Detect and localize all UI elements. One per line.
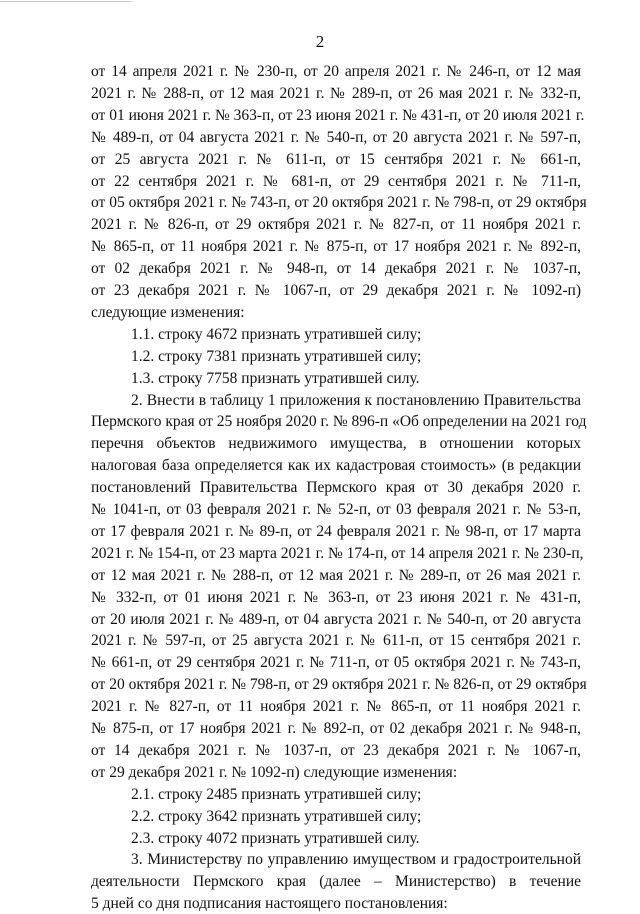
text-line: от 02 декабря 2021 г. № 948-п, от 14 декабря 2021 г. № 1037-п, — [91, 260, 581, 277]
text-line: № 332-п, от 01 июня 2021 г. № 363-п, от 23 июня 2021 г. № 431-п, — [91, 589, 581, 606]
paragraph-start: 3. Министерству по управлению имуществом и градостроительной — [131, 851, 581, 868]
text-line: от 14 декабря 2021 г. № 1037-п, от 23 декабря 2021 г. № 1067-п, — [91, 742, 581, 759]
list-item: 2.1. строку 2485 признать утратившей силу; — [131, 786, 422, 803]
page-number: 2 — [315, 32, 325, 51]
text-line: от 12 мая 2021 г. № 288-п, от 12 мая 2021 г. № 289-п, от 26 мая 2021 г. — [91, 567, 581, 584]
text-line: № 1041-п, от 03 февраля 2021 г. № 52-п, от 03 февраля 2021 г. № 53-п, — [91, 501, 581, 518]
text-line: 5 дней со дня подписания настоящего постановления: — [91, 895, 448, 912]
list-item: 2.2. строку 3642 признать утратившей силу; — [131, 808, 422, 825]
text-line: от 20 июля 2021 г. № 489-п, от 04 августа 2021 г. № 540-п, от 20 августа — [91, 611, 581, 628]
top-edge-line — [0, 1, 132, 2]
text-line: 2021 г. № 288-п, от 12 мая 2021 г. № 289-п, от 26 мая 2021 г. № 332-п, — [91, 85, 581, 102]
text-line: от 05 октября 2021 г. № 743-п, от 20 октября 2021 г. № 798-п, от 29 октября — [91, 194, 587, 211]
text-line: налоговая база определяется как их кадастровая стоимость» (в редакции — [91, 457, 581, 474]
text-line: от 01 июня 2021 г. № 363-п, от 23 июня 2021 г. № 431-п, от 20 июля 2021 г. — [91, 107, 585, 124]
text-line: перечня объектов недвижимого имущества, в отношении которых — [91, 435, 581, 452]
list-item: 1.2. строку 7381 признать утратившей силу; — [131, 348, 422, 365]
text-line: от 22 сентября 2021 г. № 681-п, от 29 сентября 2021 г. № 711-п, — [91, 173, 581, 190]
text-line: от 23 декабря 2021 г. № 1067-п, от 29 декабря 2021 г. № 1092-п) — [91, 282, 581, 299]
list-item: 2.3. строку 4072 признать утратившей силу. — [131, 830, 420, 847]
text-line: Пермского края от 25 ноября 2020 г. № 896-п «Об определении на 2021 год — [91, 413, 587, 430]
text-line: № 489-п, от 04 августа 2021 г. № 540-п, от 20 августа 2021 г. № 597-п, — [91, 129, 581, 146]
text-line: постановлений Правительства Пермского края от 30 декабря 2020 г. — [91, 479, 581, 496]
text-line: 2021 г. № 827-п, от 11 ноября 2021 г. № 865-п, от 11 ноября 2021 г. — [91, 698, 581, 715]
text-line: следующие изменения: — [91, 304, 245, 321]
list-item: 1.3. строку 7758 признать утратившей силу. — [131, 370, 420, 387]
paragraph-start: 2. Внести в таблицу 1 приложения к постановлению Правительства — [131, 392, 581, 409]
text-line: № 661-п, от 29 сентября 2021 г. № 711-п, от 05 октября 2021 г. № 743-п, — [91, 654, 581, 671]
text-line: 2021 г. № 154-п, от 23 марта 2021 г. № 174-п, от 14 апреля 2021 г. № 230-п, — [91, 545, 584, 562]
text-line: от 14 апреля 2021 г. № 230-п, от 20 апреля 2021 г. № 246-п, от 12 мая — [91, 63, 581, 80]
text-line: 2021 г. № 826-п, от 29 октября 2021 г. № 827-п, от 11 ноября 2021 г. — [91, 216, 581, 233]
text-line: от 17 февраля 2021 г. № 89-п, от 24 февраля 2021 г. № 98-п, от 17 марта — [91, 523, 581, 540]
text-line: от 25 августа 2021 г. № 611-п, от 15 сентября 2021 г. № 661-п, — [91, 151, 581, 168]
text-line: № 865-п, от 11 ноября 2021 г. № 875-п, от 17 ноября 2021 г. № 892-п, — [91, 238, 581, 255]
text-line: № 875-п, от 17 ноября 2021 г. № 892-п, от 02 декабря 2021 г. № 948-п, — [91, 720, 581, 737]
list-item: 1.1. строку 4672 признать утратившей силу; — [131, 326, 422, 343]
text-line: 2021 г. № 597-п, от 25 августа 2021 г. № 611-п, от 15 сентября 2021 г. — [91, 632, 581, 649]
text-line: от 20 октября 2021 г. № 798-п, от 29 октября 2021 г. № 826-п, от 29 октября — [91, 676, 587, 693]
text-line: от 29 декабря 2021 г. № 1092-п) следующие изменения: — [91, 764, 458, 781]
text-line: деятельности Пермского края (далее – Министерство) в течение — [91, 873, 581, 890]
